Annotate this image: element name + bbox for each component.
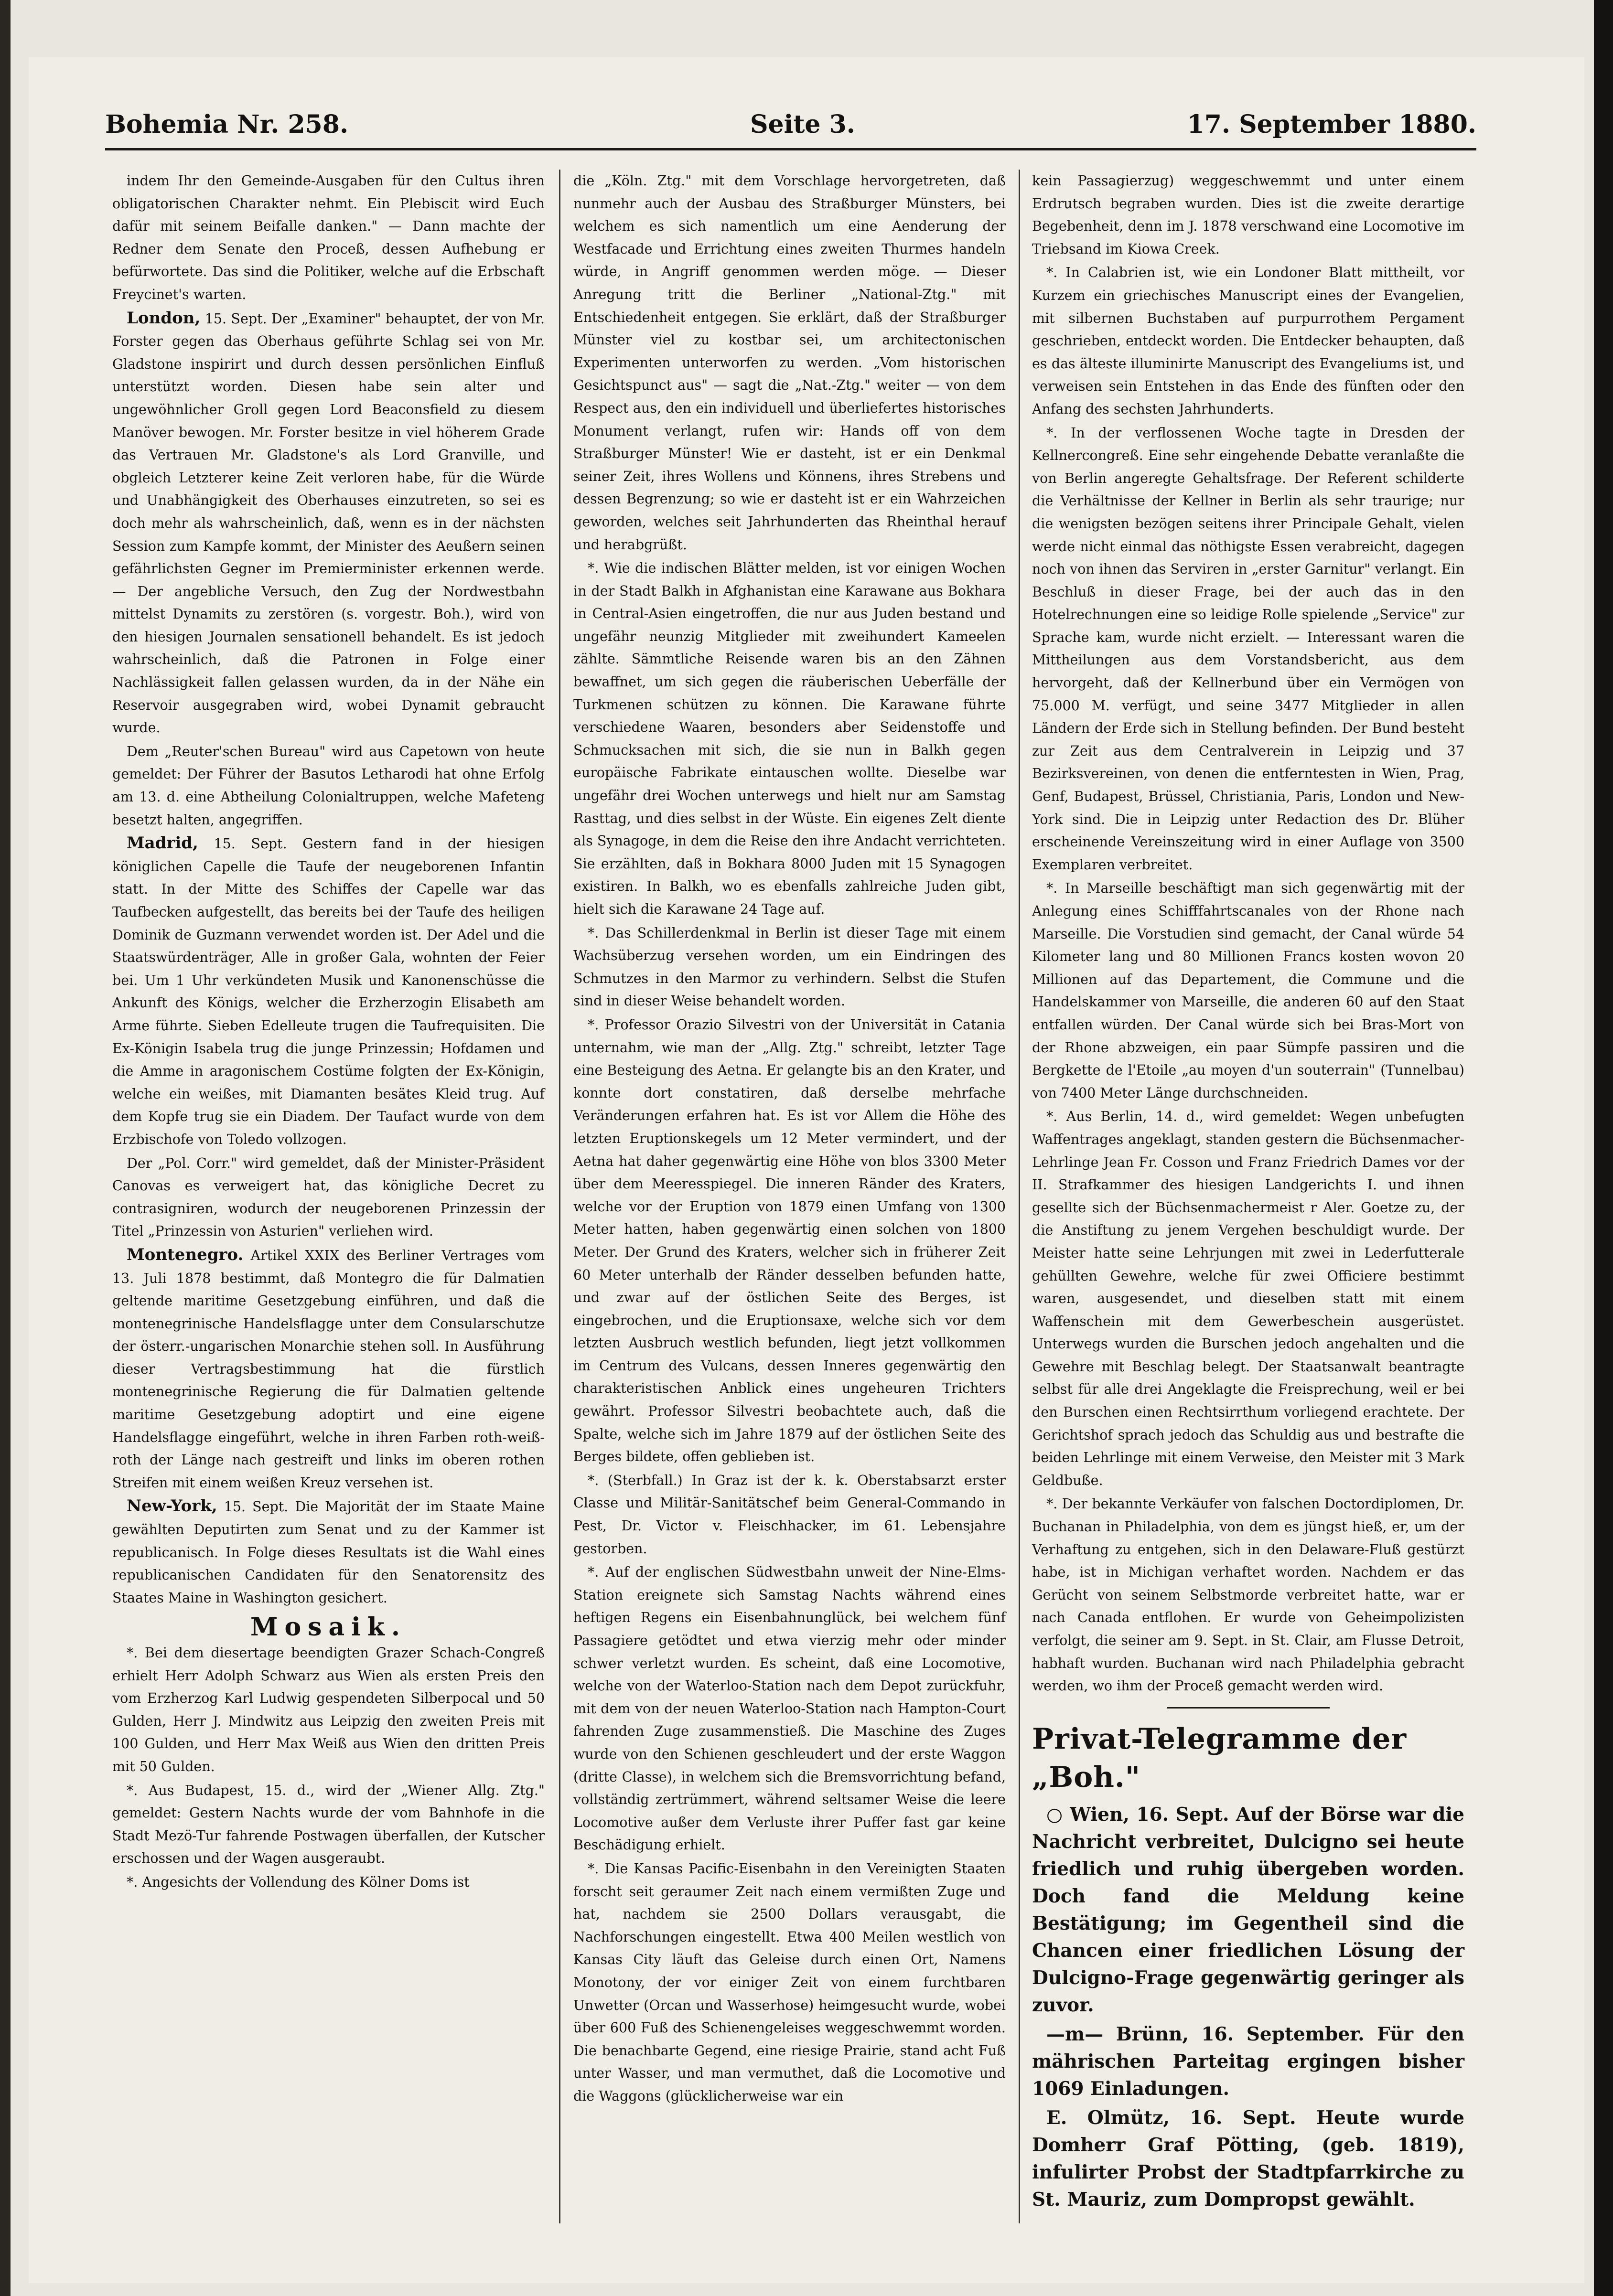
issue-date: 17. September 1880.: [1187, 110, 1476, 139]
section-rule: [1167, 1707, 1330, 1709]
article-new-york: [112, 1495, 545, 1609]
dateline: New-York,: [127, 1496, 217, 1516]
news-item: *. Auf der englischen Südwestbahn unweit der Nine-Elms-Station ereignete sich Samstag Nachts während eines heftigen Regens ein Eisenbahnunglück, bei welchem fünf Passagiere getödtet und etwa vierzig mehr oder minder schwer verletzt wurden. Es scheint, daß eine Locomotive, welche von der Waterloo-Station nach dem Depot zurückfuhr, mit dem von der neuen Waterloo-Station nach Hampton-Court fahrenden Zuge zusammenstieß. Die Maschine des Zuges wurde von den Schienen geschleudert und der erste Waggon (dritte Classe), in welchem sich die Bremsvorrichtung befand, vollständig zertrümmert, während seltsamer Weise die leere Locomotive außer dem Verluste ihrer Puffer fast gar keine Beschädigung erhielt.: [573, 1564, 1006, 1853]
news-item: *. Angesichts der Vollendung des Kölner Doms ist: [127, 1874, 470, 1890]
column-1: [112, 170, 545, 1895]
telegram-item: E. Olmütz, 16. Sept. Heute wurde Domherr Graf Pötting, (geb. 1819), infulirter Probst der Stadtpfarrkirche zu St. Mauriz, zum Dompropst gewählt.: [1032, 2106, 1464, 2211]
column-divider: [1019, 170, 1020, 2223]
news-item: *. Der bekannte Verkäufer von falschen Doctordiplomen, Dr. Buchanan in Philadelphia, von dem es jüngst hieß, er, um der Verhaftung zu entgehen, sich in den Delaware-Fluß gestürzt habe, ist in Michigan verhaftet worden. Nachdem er das Gerücht von seinem Selbstmorde verbreitet hatte, war er nach Canada entflohen. Er wurde von Geheimpolizisten verfolgt, die seiner am 9. Sept. in St. Clair, am Flusse Detroit, habhaft wurden. Buchanan wird nach Philadelphia gebracht werden, wo ihm der Proceß gemacht werden wird.: [1032, 1496, 1464, 1694]
dateline: London,: [127, 308, 201, 328]
article-text: 15. Sept. Der „Examiner" behauptet, der von Mr. Forster gegen das Oberhaus geführte Schlag sei von Mr. Gladstone inspirirt und durch dessen persönlichen Einfluß unterstützt worden. Diesen habe sein alter und ungewöhnlicher Groll gegen Lord Beaconsfield zu diesem Manöver bewogen. Mr. Forster besitze in viel höherem Grade das Vertrauen Mr. Gladstone's als Lord Granville, und obgleich Letzterer keine Zeit verloren habe, für die Würde und Unabhängigkeit des Oberhauses einzutreten, so sei es doch mehr als wahrscheinlich, daß, wenn es in der nächsten Session zum Kampfe kommt, der Minister des Aeußern seinen gefährlichsten Gegner im Premierminister erkennen werde. — Der angebliche Versuch, den Zug der Nordwestbahn mittelst Dynamits zu zerstören (s. vorgestr. Boh.), wird von den hiesigen Journalen sensationell behandelt. Es ist jedoch wahrscheinlich, daß die Patronen in Folge einer Nachlässigkeit fallen gelassen wurden, da in der Nähe ein Reservoir ausgegraben wird, wobei Dynamit gebraucht wurde.: [112, 310, 545, 736]
news-item: *. Bei dem diesertage beendigten Grazer Schach-Congreß erhielt Herr Adolph Schwarz aus Wien als ersten Preis den vom Erzherzog Karl Ludwig gespendeten Silberpocal und 50 Gulden, Herr J. Mindwitz aus Leipzig den zweiten Preis mit 100 Gulden, und Herr Max Weiß aus Wien den dritten Preis mit 50 Gulden.: [112, 1645, 545, 1774]
dateline: Madrid,: [127, 833, 198, 853]
article-text: 15. Sept. Die Majorität der im Staate Maine gewählten Deputirten zum Senat und zu der Kammer ist republicanisch. In Folge dieses Resultats ist die Wahl eines republicanischen Candidaten für den Senatorensitz des Staates Maine in Washington gesichert.: [112, 1499, 545, 1606]
header-rule: [105, 148, 1476, 150]
news-item: *. Wie die indischen Blätter melden, ist vor einigen Wochen in der Stadt Balkh in Afghanistan eine Karawane aus Bokhara in Central-Asien eingetroffen, die nur aus Juden bestand und ungefähr neunzig Mitglieder mit zweihundert Kameelen zählte. Sämmtliche Reisende waren bis an den Zähnen bewaffnet, um sich gegen die räuberischen Ueberfälle der Turkmenen schützen zu können. Die Karawane führte verschiedene Waaren, besonders aber Seidenstoffe und Schmucksachen mit sich, die sie nun in Balkh gegen europäische Fabrikate eintauschen wollte. Dieselbe war ungefähr drei Wochen unterwegs und hielt nur am Samstag Rasttag, und dies selbst in der Wüste. Ein eigenes Zelt diente als Synagoge, in dem die Reise den ihre Andacht verrichteten. Sie erzählten, daß in Bokhara 8000 Juden mit 15 Synagogen existiren. In Balkh, wo es ebenfalls zahlreiche Juden gibt, hielt sich die Karawane 24 Tage auf.: [573, 560, 1006, 917]
column-2: [573, 170, 1006, 2108]
issue-number: Bohemia Nr. 258.: [105, 110, 349, 139]
article-paragraph: Der „Pol. Corr." wird gemeldet, daß der Minister-Präsident Canovas es verweigert hat, das königliche Decret zu contrasigniren, wodurch der neugeborenen Prinzessin der Titel „Prinzessin von Asturien" verliehen wird.: [112, 1155, 545, 1239]
news-item: *. Das Schillerdenkmal in Berlin ist dieser Tage mit einem Wachsüberzug versehen worden, um ein Eindringen des Schmutzes in den Marmor zu verhindern. Selbst die Stufen sind in dieser Weise behandelt worden.: [573, 925, 1006, 1009]
news-item: *. Die Kansas Pacific-Eisenbahn in den Vereinigten Staaten forscht seit geraumer Zeit nach einem vermißten Zuge und hat, nachdem sie 2500 Dollars verausgabt, die Nachforschungen eingestellt. Etwa 400 Meilen westlich von Kansas City läuft das Geleise durch einen Ort, Namens Monotony, der vor einiger Zeit von einem furchtbaren Unwetter (Orcan und Wasserhose) heimgesucht wurde, wobei über 600 Fuß des Schienengeleises weggeschwemmt worden. Die benachbarte Gegend, eine riesige Prairie, stand acht Fuß unter Wasser, und man vermuthet, daß die Locomotive und die Waggons (glücklicherweise war ein: [573, 1860, 1006, 2104]
section-heading-telegrams: Privat-Telegramme der „Boh.": [1032, 1722, 1407, 1794]
telegram-list: [1032, 1801, 1464, 2213]
news-item: die „Köln. Ztg." mit dem Vorschlage hervorgetreten, daß nunmehr auch der Ausbau des Straßburger Münsters, bei welchem es sich namentlich um eine Aenderung der Westfacade und Errichtung eines zweiten Thurmes handeln würde, in Angriff genommen werden möge. — Dieser Anregung tritt die Berliner „National-Ztg." mit Entschiedenheit entgegen. Sie erklärt, daß der Straßburger Münster viel zu kostbar sei, um architectonischen Experimenten unterworfen zu werden. „Vom historischen Gesichtspunct aus" — sagt die „Nat.-Ztg." weiter — von dem Respect aus, den ein individuell und überliefertes historisches Monument verlangt, rufen wir: Hands off von dem Straßburger Münster! Wie er dasteht, ist er ein Denkmal seiner Zeit, ihres Wollens und Könnens, ihres Strebens und dessen Begrenzung; so wie er dasteht ist er ein Wahrzeichen geworden, welches seit Jahrhunderten das Rheinthal herauf und herabgrüßt.: [573, 173, 1006, 553]
article-text: Artikel XXIX des Berliner Vertrages vom 13. Juli 1878 bestimmt, daß Montegro die für Dalmatien geltende maritime Gesetzgebung einführen, und daß die montenegrinische Handelsflagge unter dem Consularschutze der österr.-ungarischen Monarchie stehen soll. In Ausführung dieser Vertragsbestimmung hat die fürstlich montenegrinische Regierung die für Dalmatien geltende maritime Gesetzgebung adoptirt und eine eigene Handelsflagge eingeführt, welche in ihren Farben roth-weiß-roth der Länge nach gestreift und links im oberen rothen Streifen mit einem weißen Kreuz versehen ist.: [112, 1247, 545, 1491]
dateline: Montenegro.: [127, 1245, 244, 1264]
telegram-item: ○ Wien, 16. Sept. Auf der Börse war die Nachricht verbreitet, Dulcigno sei heute friedlich und ruhig übergeben worden. Doch fand die Meldung keine Bestätigung; im Gegentheil sind die Chancen einer friedlichen Lösung der Dulcigno-Frage gegenwärtig geringer als zuvor.: [1032, 1803, 1464, 2016]
telegram-item: —m— Brünn, 16. September. Für den mährischen Parteitag ergingen bisher 1069 Einladungen.: [1032, 2023, 1464, 2100]
column-divider: [559, 170, 560, 2223]
article-london: [112, 307, 545, 739]
scan-edge-right: [1594, 0, 1613, 2296]
page-header: [105, 110, 1476, 143]
article-paragraph: Dem „Reuter'schen Bureau" wird aus Capetown von heute gemeldet: Der Führer der Basutos Letharodi hat ohne Erfolg am 13. d. eine Abtheilung Colonialtruppen, welche Mafeteng besetzt halten, angegriffen.: [112, 743, 545, 828]
section-heading-mosaik: Mosaik.: [250, 1613, 407, 1642]
news-item: *. Professor Orazio Silvestri von der Universität in Catania unternahm, wie man der „Allg. Ztg." schreibt, letzter Tage eine Besteigung des Aetna. Er gelangte bis an den Krater, und konnte dort constatiren, daß derselbe mehrfache Veränderungen erfahren hat. Es ist vor Allem die Höhe des letzten Eruptionskegels um 12 Meter vermindert, und der Aetna hat daher gegenwärtig eine Höhe von blos 3300 Meter über dem Meeresspiegel. Die inneren Ränder des Kraters, welche vor der Eruption von 1879 einen Umfang von 1300 Meter hatten, haben gegenwärtig einen solchen von 1800 Meter. Der Grund des Kraters, welcher sich in früherer Zeit 60 Meter unterhalb der Ränder desselben befunden hatte, und zwar auf der östlichen Seite des Berges, ist eingebrochen, und die Eruptionsaxe, welche sich vor dem letzten Ausbruch westlich befunden, liegt jetzt vollkommen im Centrum des Vulcans, dessen Inneres gegenwärtig den charakteristischen Anblick eines ungeheuren Trichters gewährt. Professor Silvestri beobachtete auch, daß die Spalte, welche sich im Jahre 1879 auf der östlichen Seite des Berges bildete, offen geblieben ist.: [573, 1016, 1006, 1465]
column-3: [1032, 170, 1464, 2215]
news-item: kein Passagierzug) weggeschwemmt und unter einem Erdrutsch begraben wurden. Dies ist die zweite derartige Begebenheit, denn im J. 1878 verschwand eine Locomotive im Triebsand im Kiowa Creek.: [1032, 173, 1464, 257]
article-paragraph: indem Ihr den Gemeinde-Ausgaben für den Cultus ihren obligatorischen Charakter nehmt. Ein Plebiscit wird Euch dafür mit seinem Beifalle danken." — Dann machte der Redner dem Senate den Proceß, dessen Aufhebung er befürwortete. Das sind die Politiker, welche auf die Erbschaft Freycinet's warten.: [112, 173, 545, 302]
article-madrid: [112, 832, 545, 1151]
news-item: *. In Calabrien ist, wie ein Londoner Blatt mittheilt, vor Kurzem ein griechisches Manuscript eines der Evangelien, mit silbernen Buchstaben auf purpurrothem Pergament geschrieben, entdeckt worden. Die Entdecker behaupten, daß es das älteste illuminirte Manuscript des Evangeliums ist, und verweisen sein Entstehen in das Ende des fünften oder den Anfang des sechsten Jahrhunderts.: [1032, 265, 1464, 417]
article-montenegro: [112, 1244, 545, 1495]
scan-edge-left: [0, 0, 11, 2296]
article-text: 15. Sept. Gestern fand in der hiesigen königlichen Capelle die Taufe der neugeborenen Infantin statt. In der Mitte des Schiffes der Capelle war das Taufbecken aufgestellt, das bereits bei der Taufe des heiligen Dominik de Guzmann verwendet worden ist. Der Adel und die Staatswürdenträger, Alle in großer Gala, wohnten der Feier bei. Um 1 Uhr verkündeten Musik und Kanonenschüsse die Ankunft des Königs, welcher die Erzherzogin Elisabeth am Arme führte. Sieben Edelleute trugen die Taufrequisiten. Die Ex-Königin Isabela trug die junge Prinzessin; Hofdamen und die Amme in aragonischem Costüme folgten der Ex-Königin, welche ein weißes, mit Diamanten besätes Kleid trug. Auf dem Kopfe trug sie ein Diadem. Der Taufact wurde von dem Erzbischofe von Toledo vollzogen.: [112, 836, 545, 1147]
news-item: *. Aus Budapest, 15. d., wird der „Wiener Allg. Ztg." gemeldet: Gestern Nachts wurde der vom Bahnhofe in die Stadt Mezö-Tur fahrende Postwagen überfallen, der Kutscher erschossen und der Wagen ausgeraubt.: [112, 1782, 545, 1867]
news-item: *. (Sterbfall.) In Graz ist der k. k. Oberstabsarzt erster Classe und Militär-Sanitätschef beim General-Commando in Pest, Dr. Victor v. Fleischhacker, im 61. Lebensjahre gestorben.: [573, 1472, 1006, 1557]
news-item: *. In der verflossenen Woche tagte in Dresden der Kellnercongreß. Eine sehr eingehende Debatte veranlaßte die von Berlin angeregte Gehaltsfrage. Der Referent schilderte die Verhältnisse der Kellner in Berlin als sehr traurige; nur die wenigsten bezögen seitens ihrer Principale Gehalt, vielen werde nicht einmal das nöthigste Essen verabreicht, dagegen noch von ihnen das Serviren in „erster Garnitur" verlangt. Ein Beschluß in dieser Frage, bei der auch das in den Hotelrechnungen eine so leidige Rolle spielende „Service" zur Sprache kam, wurde nicht erzielt. — Interessant waren die Mittheilungen aus dem Vorstandsbericht, aus dem hervorgeht, daß der Kellnerbund über ein Vermögen von 75.000 M. verfügt, und seine 3477 Mitglieder in allen Ländern der Erde sich in Stellung befinden. Der Bund besteht zur Zeit aus dem Centralverein in Leipzig und 37 Bezirksvereinen, von denen die entferntesten in Wien, Prag, Genf, Budapest, Brüssel, Christiania, Paris, London und New-York sind. Die in Leipzig unter Redaction des Dr. Blüher erscheinende Vereinszeitung wird in einer Auflage von 3500 Exemplaren verbreitet.: [1032, 425, 1464, 873]
news-item: *. Aus Berlin, 14. d., wird gemeldet: Wegen unbefugten Waffentrages angeklagt, standen gestern die Büchsenmacher-Lehrlinge Jean Fr. Cosson und Franz Friedrich Dames vor der II. Strafkammer des hiesigen Landgerichts I. und ihnen gesellte sich der Büchsenmachermeist r Aler. Goetze zu, der die Anstiftung zu jenem Vergehen beschuldigt wurde. Der Meister hatte seine Lehrjungen mit zwei in Lederfutterale gehüllten Gewehre, welche für zwei Officiere bestimmt waren, ausgesendet, und dieselben statt mit einem Waffenschein mit dem Gewerbeschein ausgerüstet. Unterwegs wurden die Burschen jedoch angehalten und die Gewehre mit Beschlag belegt. Der Staatsanwalt beantragte selbst für alle drei Angeklagte die Freisprechung, weil er bei den Burschen einen Rechtsirrthum vorliegend erachtete. Der Gerichtshof sprach jedoch das Schuldig aus und bestrafte die beiden Lehrlinge mit einem Verweise, den Meister mit 3 Mark Geldbuße.: [1032, 1109, 1464, 1488]
page-number: Seite 3.: [750, 110, 855, 139]
news-item: *. In Marseille beschäftigt man sich gegenwärtig mit der Anlegung eines Schifffahrtscanales von der Rhone nach Marseille. Die Vorstudien sind gemacht, der Canal würde 54 Kilometer lang und 80 Millionen Francs kosten wovon 20 Millionen auf das Departement, die Commune und die Handelskammer von Marseille, die anderen 60 auf den Staat entfallen würden. Der Canal würde sich bei Bras-Mort von der Rhone abzweigen, ein paar Sümpfe passiren und die Bergkette de l'Etoile „au moyen d'un souterrain" (Tunnelbau) von 7400 Meter Länge durchschneiden.: [1032, 880, 1464, 1101]
